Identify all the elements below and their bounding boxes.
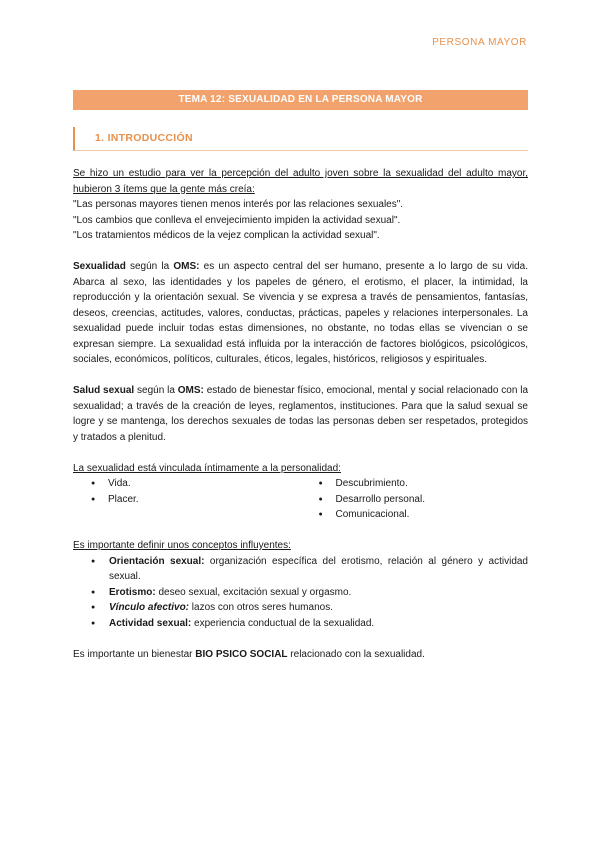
sexualidad-paragraph xyxy=(73,259,528,368)
section-heading: 1. INTRODUCCIÓN xyxy=(95,132,193,144)
concept-term: Vínculo afectivo: xyxy=(109,602,190,613)
sexualidad-org: OMS: xyxy=(173,261,200,272)
concept-text: lazos con otros seres humanos. xyxy=(189,602,333,613)
list-item: ● Placer. xyxy=(73,492,301,508)
bienestar-pre: Es importante un bienestar xyxy=(73,648,196,660)
concept-term: Erotismo: xyxy=(109,586,156,598)
concept-term: Orientación sexual: xyxy=(109,555,205,567)
study-item-2: "Los cambios que conlleva el envejecimiento impiden la actividad sexual". xyxy=(73,214,401,226)
list-item: ● Comunicacional. xyxy=(301,507,529,523)
list-item xyxy=(73,616,528,632)
list-item xyxy=(73,585,528,601)
sexualidad-mid: según la xyxy=(125,261,174,272)
concept-text: deseo sexual, excitación sexual y orgasmo. xyxy=(155,586,352,598)
list-item xyxy=(73,600,528,616)
salud-paragraph xyxy=(73,383,528,445)
concept-text: organización específica del erotismo, relación al género y actividad sexual. xyxy=(109,555,528,582)
conceptos-list xyxy=(73,554,528,632)
study-intro: Se hizo un estudio para ver la percepción del adulto joven sobre la sexualidad del adulto mayor, hubieron 3 ítems que la gente más creía: xyxy=(73,168,528,195)
salud-text: estado de bienestar físico, emocional, mental y social relacionado con la sexualidad; a través de la creación de leyes, reglamentos, instituciones. Para que la salud sexual se logre y se mantenga, los derechos sexuales de todas las personas deben ser respetados, protegidos y tratados a plenitud. xyxy=(73,385,529,443)
sexualidad-term: Sexualidad xyxy=(73,261,126,272)
concept-term: Actividad sexual: xyxy=(109,617,192,629)
bienestar-post: relacionado con la sexualidad. xyxy=(287,648,425,660)
course-header: PERSONA MAYOR xyxy=(432,37,527,48)
personalidad-list xyxy=(73,476,528,523)
concept-text: experiencia conductual de la sexualidad. xyxy=(191,617,375,629)
study-item-3: "Los tratamientos médicos de la vejez complican la actividad sexual". xyxy=(73,230,380,241)
list-item: ● Descubrimiento. xyxy=(301,476,529,492)
topic-title: TEMA 12: SEXUALIDAD EN LA PERSONA MAYOR xyxy=(73,90,528,110)
bienestar-paragraph xyxy=(73,647,528,663)
sexualidad-text: es un aspecto central del ser humano, presente a lo largo de su vida. Abarca al sexo, las identidades y los papeles de género, el erotismo, el placer, la intimidad, la reproducción y la orientación sexual. Se vivencia y se expresa a través de pensamientos, fantasías, deseos, creencias, actitudes, valores, conductas, prácticas, papeles y relaciones interpersonales. La sexualidad puede incluir todas estas dimensiones, no obstante, no todas ellas se vivencian o se expresan siempre. La sexualidad está influida por la interacción de factores biológicos, psicológicos, sociales, económicos, políticos, culturales, éticos, legales, históricos, religiosos y espirituales. xyxy=(73,261,529,365)
section-heading-box xyxy=(73,127,528,151)
salud-org: OMS: xyxy=(177,385,204,396)
list-item: ● Desarrollo personal. xyxy=(301,492,529,508)
conceptos-heading: Es importante definir unos conceptos influyentes: xyxy=(73,540,291,551)
list-item: ● Vida. xyxy=(73,476,301,492)
list-item xyxy=(73,554,528,585)
study-item-1: "Las personas mayores tienen menos interés por las relaciones sexuales". xyxy=(73,199,404,210)
salud-mid: según la xyxy=(134,385,178,396)
document-body xyxy=(73,166,528,662)
bienestar-strong: BIO PSICO SOCIAL xyxy=(195,648,288,660)
personalidad-heading: La sexualidad está vinculada íntimamente a la personalidad: xyxy=(73,462,341,474)
salud-term: Salud sexual xyxy=(73,385,135,396)
